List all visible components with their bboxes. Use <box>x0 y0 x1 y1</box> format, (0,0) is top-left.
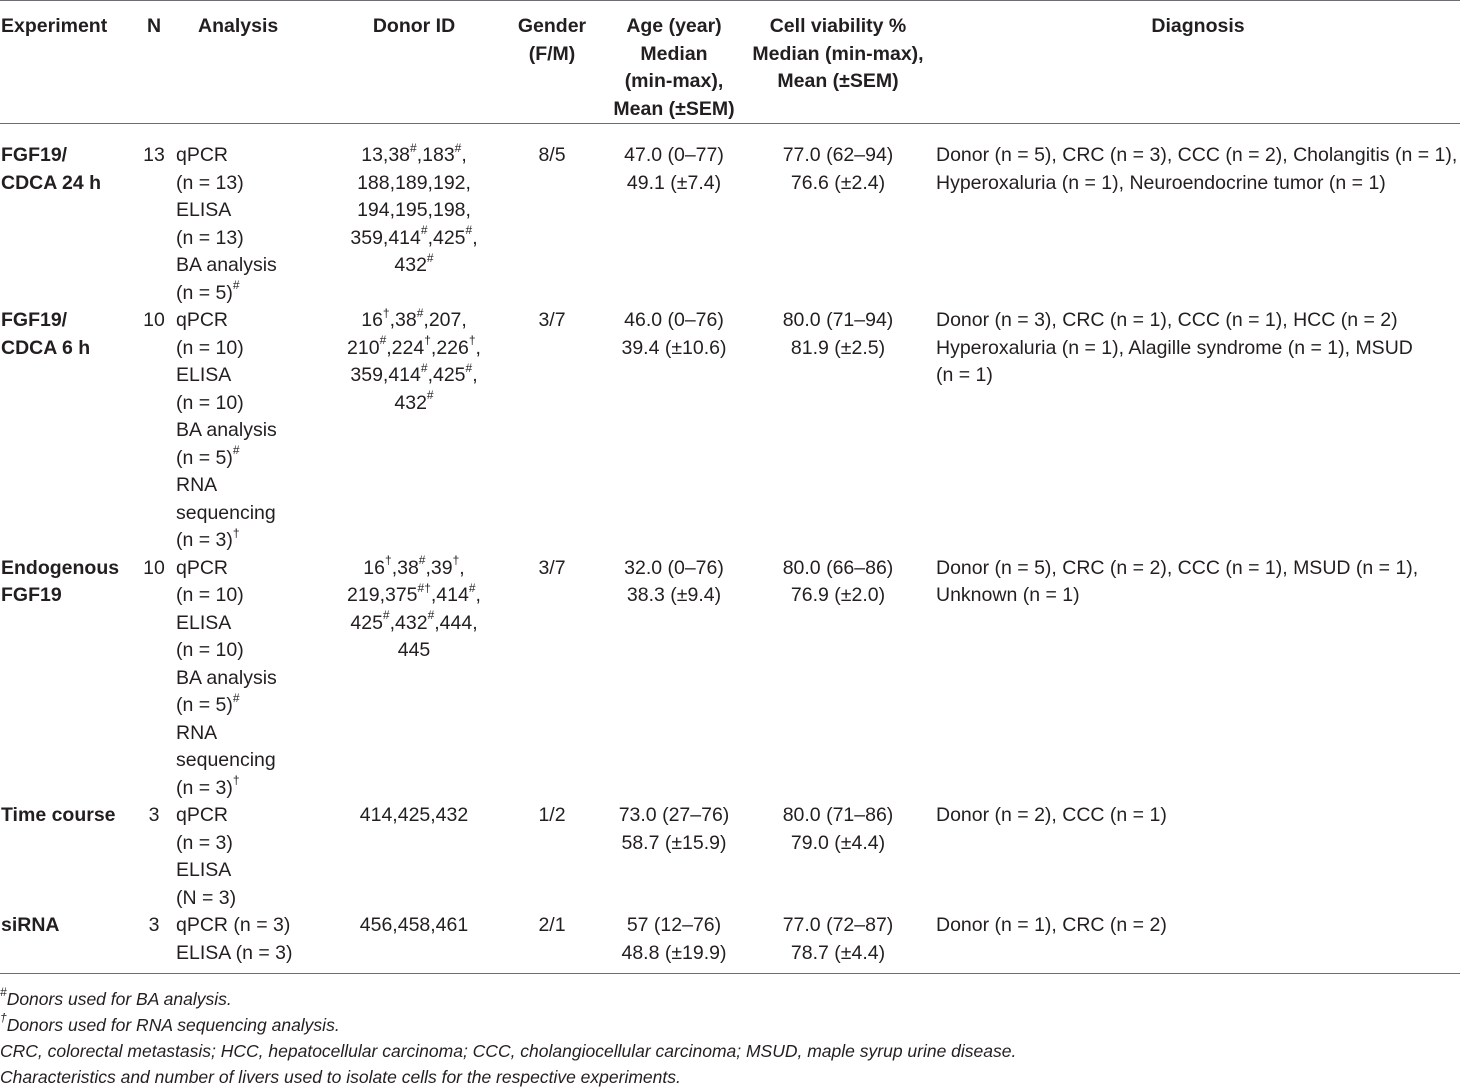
header-n: N <box>132 1 176 124</box>
donor-id-cell <box>326 555 502 803</box>
header-gender: Gender (F/M) <box>502 1 602 124</box>
cell-line: 359,414#,425#, <box>350 223 478 249</box>
n-cell <box>132 555 176 803</box>
cell-line: 73.0 (27–76) <box>618 804 730 826</box>
cell-line: (n = 5)# <box>176 443 240 469</box>
cell-line: 38.3 (±9.4) <box>626 584 722 606</box>
cell-line: (n = 3)† <box>176 773 240 799</box>
cell-line: 80.0 (71–86) <box>782 804 894 826</box>
cell-line: Donor (n = 1), CRC (n = 2) <box>936 914 1167 936</box>
donor-id-cell <box>326 912 502 974</box>
analysis-cell <box>176 912 326 974</box>
cell-line: 39.4 (±10.6) <box>621 336 727 359</box>
table-row <box>0 307 1460 555</box>
cell-line: (n = 1) <box>936 364 993 386</box>
cell-line: qPCR <box>176 804 229 826</box>
footnote-rna-text: Donors used for RNA sequencing analysis. <box>6 1015 340 1035</box>
cell-line: ELISA <box>176 364 232 386</box>
table-row <box>0 912 1460 974</box>
cell-line: 359,414#,425#, <box>350 360 478 386</box>
cell-line: RNA <box>176 474 218 496</box>
cell-line: 2/1 <box>538 914 566 936</box>
viability-cell <box>746 555 930 803</box>
table-row <box>0 802 1460 912</box>
cell-line: 3/7 <box>538 556 566 579</box>
cell-line: 188,189,192, <box>357 171 471 194</box>
cell-line: CDCA 6 h <box>1 336 91 359</box>
cell-line: 13 <box>143 144 165 166</box>
header-age: Age (year) Median (min-max), Mean (±SEM) <box>602 1 746 124</box>
cell-line: Donor (n = 5), CRC (n = 3), CCC (n = 2), Cholangitis (n = 1), <box>936 144 1458 166</box>
cell-line: sequencing <box>176 749 276 771</box>
diagnosis-cell <box>930 124 1460 308</box>
cell-line: 81.9 (±2.5) <box>790 336 886 359</box>
donor-id-cell <box>326 307 502 555</box>
cell-line: 32.0 (0–76) <box>624 556 724 579</box>
cell-line: FGF19/ <box>1 309 68 331</box>
cell-line: 57 (12–76) <box>626 914 722 936</box>
gender-cell <box>502 307 602 555</box>
age-cell <box>602 802 746 912</box>
cell-line: 194,195,198, <box>357 199 471 221</box>
cell-line: 1/2 <box>538 804 566 826</box>
cell-line: 49.1 (±7.4) <box>626 171 722 194</box>
donor-id-cell <box>326 802 502 912</box>
cell-line: Endogenous <box>1 556 120 579</box>
cell-line: 432# <box>394 250 434 276</box>
gender-cell <box>502 912 602 974</box>
cell-line: ELISA <box>176 859 232 881</box>
footnote-abbreviations: CRC, colorectal metastasis; HCC, hepatocellular carcinoma; CCC, cholangiocellular carcinoma; MSUD, maple syrup urine disease. <box>0 1041 1017 1061</box>
cell-line: 8/5 <box>538 144 566 166</box>
footnote-ba-text: Donors used for BA analysis. <box>6 989 232 1009</box>
cell-line: Time course <box>1 804 116 826</box>
cell-line: ELISA <box>176 199 232 221</box>
cell-line: (n = 3)† <box>176 525 240 551</box>
cell-line: ELISA (n = 3) <box>176 941 293 964</box>
cell-line: (n = 13) <box>176 171 244 194</box>
cell-line: 210#,224†,226†, <box>347 333 481 359</box>
cell-line: 425#,432#,444, <box>350 608 478 634</box>
header-analysis: Analysis <box>176 1 326 124</box>
cell-line: (n = 5)# <box>176 278 240 304</box>
diagnosis-cell <box>930 802 1460 912</box>
age-cell <box>602 912 746 974</box>
cell-line: qPCR <box>176 309 229 331</box>
age-cell <box>602 124 746 308</box>
n-cell <box>132 307 176 555</box>
cell-line: ELISA <box>176 611 232 634</box>
gender-cell <box>502 555 602 803</box>
cell-line: FGF19/ <box>1 144 68 166</box>
cell-line: (n = 3) <box>176 831 233 854</box>
cell-line: 3/7 <box>538 309 566 331</box>
cell-line: 10 <box>143 556 165 579</box>
cell-line: Donor (n = 3), CRC (n = 1), CCC (n = 1), HCC (n = 2) <box>936 309 1398 331</box>
cell-line: Hyperoxaluria (n = 1), Alagille syndrome (n = 1), MSUD <box>936 336 1413 359</box>
cell-line: qPCR <box>176 556 229 579</box>
cell-line: (n = 10) <box>176 336 244 359</box>
experiment-cell <box>0 555 132 803</box>
cell-line: 78.7 (±4.4) <box>790 941 886 964</box>
cell-line: 48.8 (±19.9) <box>621 941 727 964</box>
cell-line: qPCR <box>176 144 229 166</box>
header-diagnosis: Diagnosis <box>930 1 1460 124</box>
header-cell-viability: Cell viability % Median (min-max), Mean (±SEM) <box>746 1 930 124</box>
cell-line: siRNA <box>1 914 60 936</box>
cell-line: (n = 13) <box>176 226 244 249</box>
gender-cell <box>502 124 602 308</box>
table-row <box>0 555 1460 803</box>
experiment-cell <box>0 912 132 974</box>
footnote-ba: #Donors used for BA analysis. <box>0 985 232 1009</box>
cell-line: Unknown (n = 1) <box>936 584 1080 606</box>
cell-line: 3 <box>148 804 160 826</box>
cell-line: (n = 10) <box>176 584 244 606</box>
cell-line: 13,38#,183#, <box>361 140 467 166</box>
analysis-cell <box>176 124 326 308</box>
age-cell <box>602 307 746 555</box>
diagnosis-cell <box>930 912 1460 974</box>
cell-line: FGF19 <box>1 584 62 606</box>
cell-line: 46.0 (0–76) <box>624 309 724 331</box>
cell-line: (n = 5)# <box>176 690 240 716</box>
cell-line: 58.7 (±15.9) <box>621 831 727 854</box>
cell-line: (n = 10) <box>176 639 244 661</box>
cell-line: 77.0 (72–87) <box>782 914 894 936</box>
cell-line: 219,375#†,414#, <box>347 580 481 606</box>
gender-cell <box>502 802 602 912</box>
cell-line: Donor (n = 2), CCC (n = 1) <box>936 804 1167 826</box>
viability-cell <box>746 912 930 974</box>
cell-line: (N = 3) <box>176 886 237 909</box>
n-cell <box>132 912 176 974</box>
cell-line: 445 <box>397 639 431 661</box>
table-body <box>0 124 1460 974</box>
experiment-cell <box>0 307 132 555</box>
cell-line: 80.0 (71–94) <box>782 309 894 331</box>
cell-line: BA analysis <box>176 419 277 441</box>
cell-line: CDCA 24 h <box>1 171 102 194</box>
table-caption: Characteristics and number of livers used to isolate cells for the respective experiments. <box>0 1067 681 1087</box>
cell-line: 432# <box>394 388 434 414</box>
cell-line: 3 <box>148 914 160 936</box>
experiment-cell <box>0 802 132 912</box>
cell-line: 16†,38#,207, <box>361 305 467 331</box>
cell-line: Donor (n = 5), CRC (n = 2), CCC (n = 1), MSUD (n = 1), <box>936 556 1419 579</box>
header-row <box>0 1 1460 124</box>
cell-line: sequencing <box>176 501 276 524</box>
cell-line: 79.0 (±4.4) <box>790 831 886 854</box>
donor-id-cell <box>326 124 502 308</box>
n-cell <box>132 802 176 912</box>
n-cell <box>132 124 176 308</box>
cell-line: BA analysis <box>176 254 277 276</box>
cell-line: (n = 10) <box>176 391 244 414</box>
cell-line: qPCR (n = 3) <box>176 914 291 936</box>
cell-line: 76.9 (±2.0) <box>790 584 886 606</box>
viability-cell <box>746 307 930 555</box>
viability-cell <box>746 124 930 308</box>
cell-line: 80.0 (66–86) <box>782 556 894 579</box>
cell-line: 77.0 (62–94) <box>782 144 894 166</box>
analysis-cell <box>176 802 326 912</box>
cell-line: 414,425,432 <box>359 804 469 826</box>
diagnosis-cell <box>930 307 1460 555</box>
header-experiment: Experiment <box>0 1 132 124</box>
cell-line: 456,458,461 <box>359 914 469 936</box>
cell-line: RNA <box>176 721 218 744</box>
cell-line: BA analysis <box>176 666 277 689</box>
experiment-cell <box>0 124 132 308</box>
header-donor-id: Donor ID <box>326 1 502 124</box>
table-footnotes <box>0 986 1460 1090</box>
age-cell <box>602 555 746 803</box>
cell-line: 47.0 (0–77) <box>624 144 724 166</box>
cell-line: 10 <box>143 309 165 331</box>
viability-cell <box>746 802 930 912</box>
diagnosis-cell <box>930 555 1460 803</box>
table-row <box>0 124 1460 308</box>
footnote-rna: †Donors used for RNA sequencing analysis. <box>0 1011 340 1035</box>
analysis-cell <box>176 307 326 555</box>
cell-line: Hyperoxaluria (n = 1), Neuroendocrine tumor (n = 1) <box>936 171 1386 194</box>
cell-line: 76.6 (±2.4) <box>790 171 886 194</box>
analysis-cell <box>176 555 326 803</box>
cell-line: 16†,38#,39†, <box>363 553 465 579</box>
